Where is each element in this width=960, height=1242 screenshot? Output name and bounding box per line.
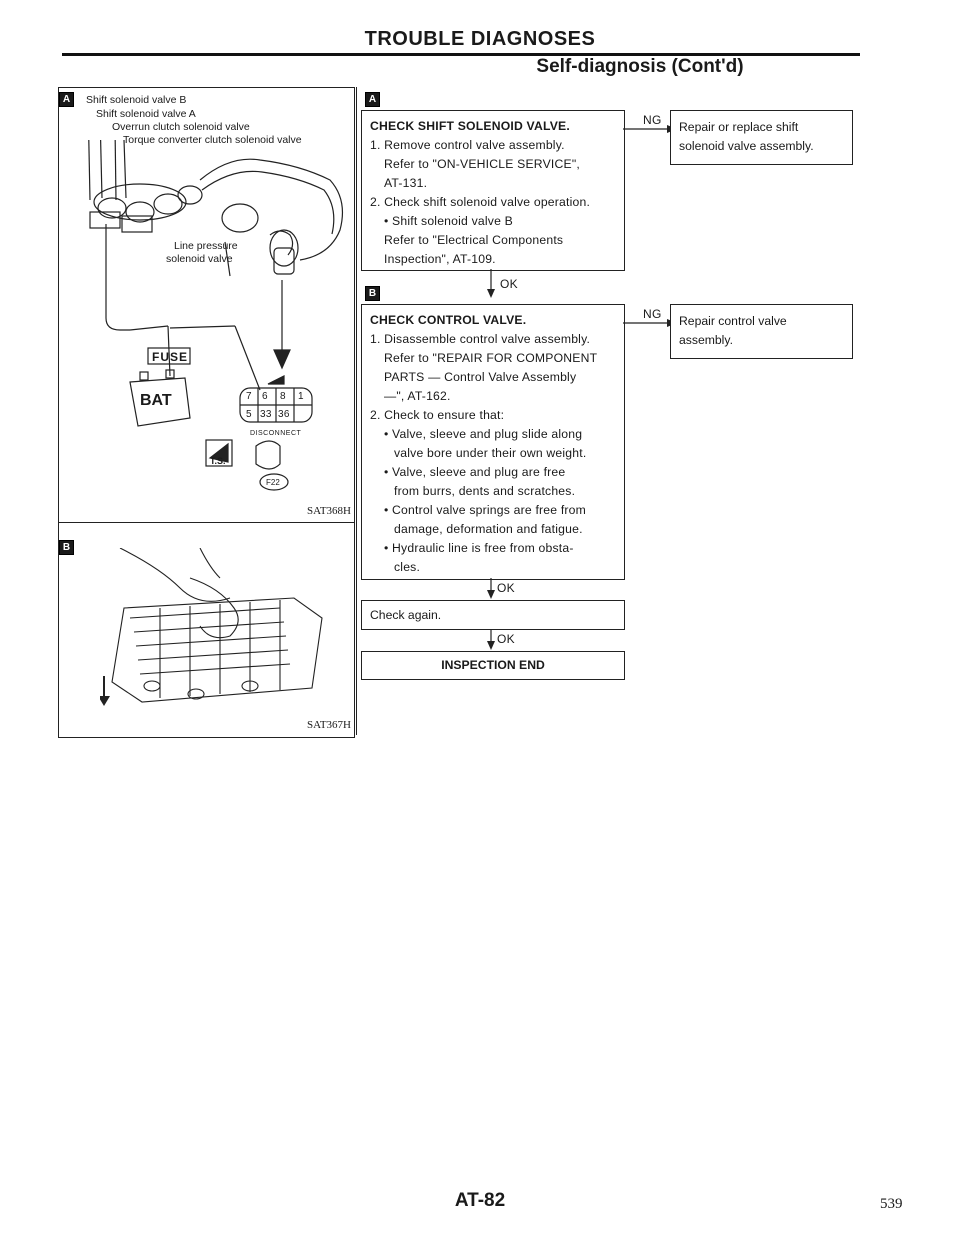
fuse-label: FUSE <box>152 350 189 364</box>
figure-a-badge: A <box>59 92 74 107</box>
step-a-line-2: Refer to "ON-VEHICLE SERVICE", <box>384 157 580 171</box>
step-a-badge: A <box>365 92 380 107</box>
ok-arrow-3 <box>486 629 496 651</box>
page-number: 539 <box>880 1196 903 1212</box>
step-a-ng-arrow <box>623 124 677 134</box>
step-b-line-7: valve bore under their own weight. <box>394 446 587 460</box>
step-b-line-4: —", AT-162. <box>384 389 451 403</box>
connector-pin-33: 33 <box>260 409 272 420</box>
figure-a-label-torque: Torque converter clutch solenoid valve <box>123 134 302 146</box>
step-b-ng-arrow <box>623 318 677 328</box>
connector-pin-7: 7 <box>246 391 252 402</box>
step-a-line-4: 2. Check shift solenoid valve operation. <box>370 195 591 209</box>
figure-a-label-shift-a: Shift solenoid valve A <box>96 108 196 120</box>
figure-b-code: SAT367H <box>307 719 352 731</box>
line-pressure-label-1: Line pressure <box>174 240 238 252</box>
ok-label-2: OK <box>497 581 515 595</box>
step-b-line-6: • Valve, sleeve and plug slide along <box>384 427 583 441</box>
ok-arrow-2 <box>486 578 496 600</box>
step-b-box <box>361 304 625 580</box>
step-a-result-box: Repair or replace shift solenoid valve assembly. <box>670 110 853 165</box>
step-b-line-3: PARTS — Control Valve Assembly <box>384 370 577 384</box>
step-b-badge: B <box>365 286 380 301</box>
step-b-result-box: Repair control valve assembly. <box>670 304 853 359</box>
step-a-heading: CHECK SHIFT SOLENOID VALVE. <box>370 119 570 133</box>
inspection-end-text: INSPECTION END <box>441 658 545 672</box>
connector-pin-1: 1 <box>298 391 304 402</box>
solenoid-wiring-illustration <box>60 140 350 500</box>
step-a-line-3: AT-131. <box>384 176 428 190</box>
figure-b-badge: B <box>59 540 74 555</box>
step-b-line-10: • Control valve springs are free from <box>384 503 587 517</box>
battery-label: BAT <box>140 392 172 409</box>
figure-a-label-shift-b: Shift solenoid valve B <box>86 94 187 106</box>
connector-pin-36: 36 <box>278 409 290 420</box>
step-a-line-1: 1. Remove control valve assembly. <box>370 138 565 152</box>
ok-label-1: OK <box>500 277 518 291</box>
step-a-ng-label: NG <box>643 113 662 127</box>
step-b-heading: CHECK CONTROL VALVE. <box>370 313 527 327</box>
step-b-line-1: 1. Disassemble control valve assembly. <box>370 332 591 346</box>
connector-pin-6: 6 <box>262 391 268 402</box>
step-b-line-13: cles. <box>394 560 421 574</box>
step-b-line-5: 2. Check to ensure that: <box>370 408 505 422</box>
step-a-line-5: • Shift solenoid valve B <box>384 214 513 228</box>
check-again-box <box>361 600 625 630</box>
disconnect-label: DISCONNECT <box>250 430 302 437</box>
step-b-line-2: Refer to "REPAIR FOR COMPONENT <box>384 351 598 365</box>
connector-id: F22 <box>266 478 280 487</box>
tester-label: T.S. <box>210 456 226 466</box>
step-a-line-6: Refer to "Electrical Components <box>384 233 564 247</box>
inspection-end-box <box>361 651 625 680</box>
step-a-box <box>361 110 625 271</box>
figure-a-code: SAT368H <box>307 505 352 517</box>
step-b-line-12: • Hydraulic line is free from obsta- <box>384 541 574 555</box>
step-b-line-8: • Valve, sleeve and plug are free <box>384 465 566 479</box>
connector-pin-8: 8 <box>280 391 286 402</box>
check-again-text: Check again. <box>370 608 442 622</box>
page-code: AT-82 <box>454 1190 506 1211</box>
step-b-ng-label: NG <box>643 307 662 321</box>
page-title: TROUBLE DIAGNOSES <box>364 28 596 50</box>
ok-arrow-1 <box>486 269 496 299</box>
page-subtitle: Self-diagnosis (Cont'd) <box>536 56 744 77</box>
step-b-line-9: from burrs, dents and scratches. <box>394 484 576 498</box>
flow-margin-rule <box>356 87 357 735</box>
control-valve-illustration <box>100 548 330 718</box>
step-b-line-11: damage, deformation and fatigue. <box>394 522 583 536</box>
connector-pin-5: 5 <box>246 409 252 420</box>
line-pressure-label-2: solenoid valve <box>166 253 233 265</box>
figure-a-label-overrun: Overrun clutch solenoid valve <box>112 121 250 133</box>
step-a-line-7: Inspection", AT-109. <box>384 252 496 266</box>
ok-label-3: OK <box>497 632 515 646</box>
